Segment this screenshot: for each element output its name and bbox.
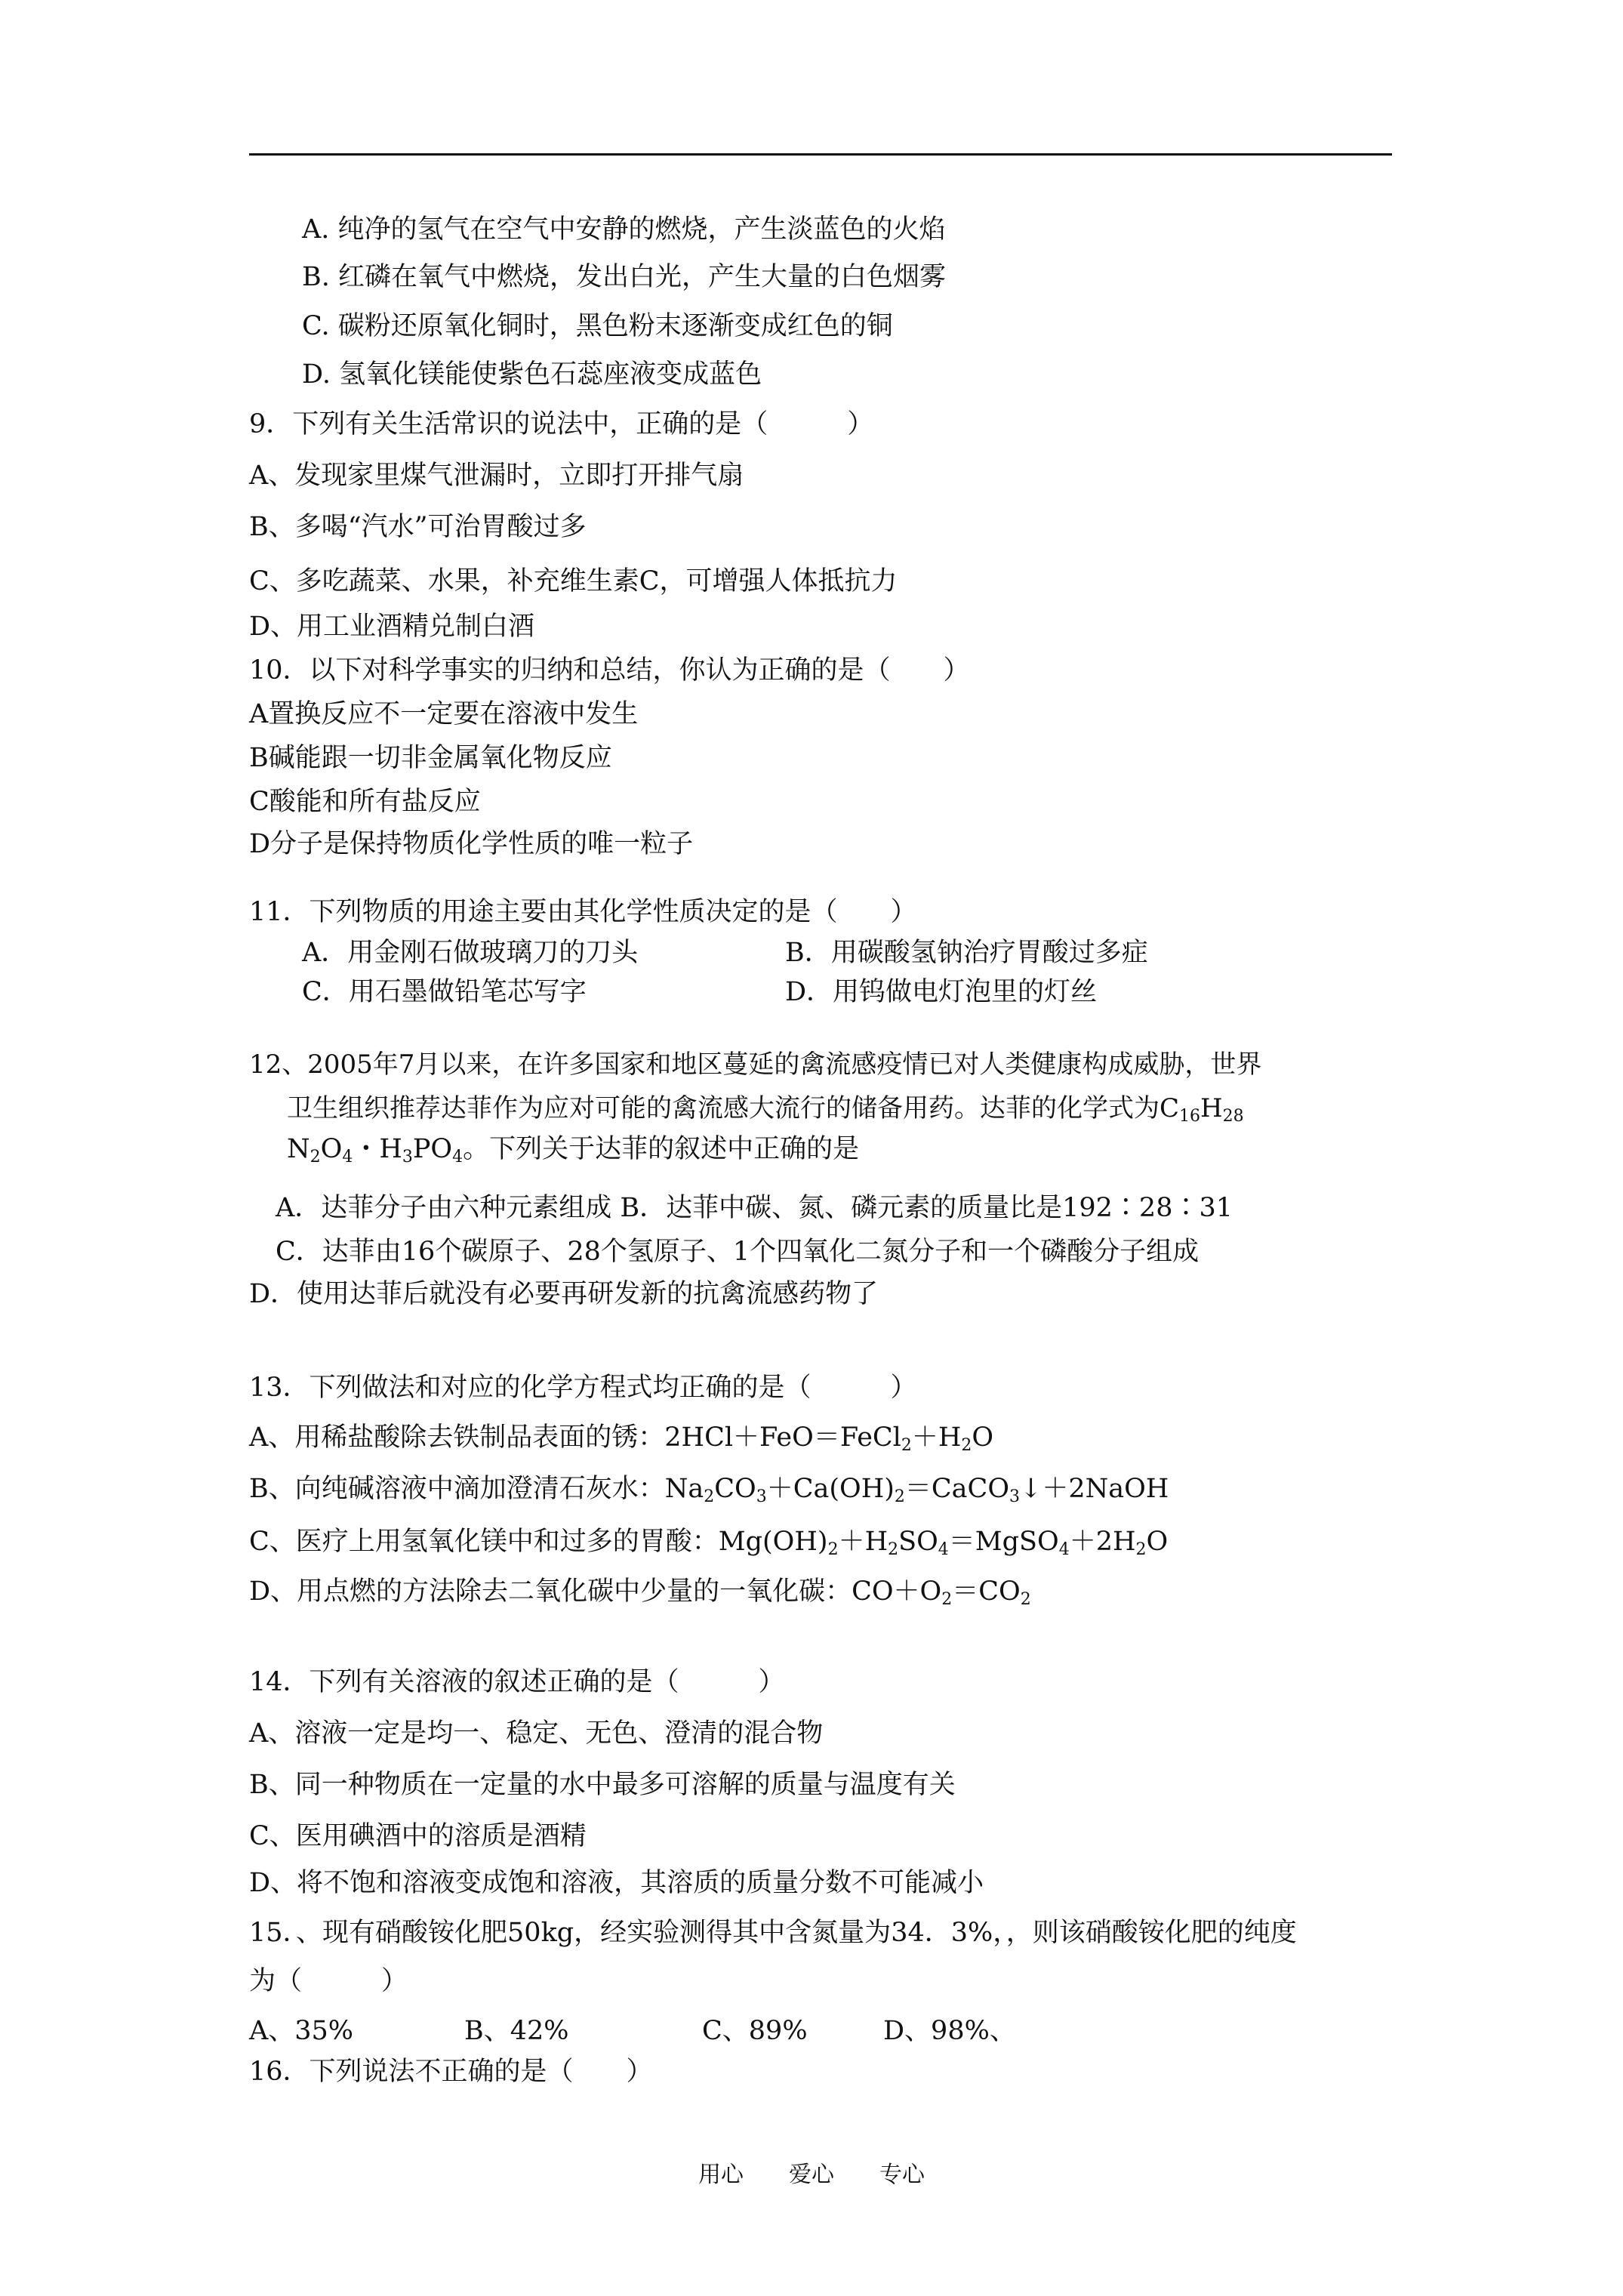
q9-option-a: A、发现家里煤气泄漏时，立即打开排气扇 [249, 461, 744, 491]
q8-option-b: B. 红磷在氧气中燃烧，发出白光，产生大量的白色烟雾 [302, 262, 946, 292]
q11-option-c: C．用石墨做铅笔芯写字 [302, 977, 587, 1007]
header-rule [249, 153, 1392, 156]
q16-stem: 16．下列说法不正确的是（ ） [249, 2057, 653, 2087]
q15-line1: 15．、现有硝酸铵化肥50kg，经实验测得其中含氮量为34．3%，，则该硝酸铵化肥的纯度 [249, 1918, 1297, 1948]
q14-option-a: A、溶液一定是均一、稳定、无色、澄清的混合物 [249, 1718, 824, 1749]
q12-line1: 12、2005年7月以来，在许多国家和地区蔓延的禽流感疫情已对人类健康构成威胁，世界 [249, 1049, 1262, 1080]
q13-option-d: D、用点燃的方法除去二氧化碳中少量的一氧化碳：$CO+O_2=CO_2$ [249, 1576, 1031, 1609]
q15-option-d: D、98%、 [883, 2016, 1016, 2046]
q15-option-b: B、42% [464, 2016, 569, 2046]
q13-option-b: B、向纯碱溶液中滴加澄清石灰水：$Na_2CO_3+Ca(OH)_2=CaCO_3↓+2NaOH$ [249, 1474, 1169, 1506]
q12-option-c: C．达菲由16个碳原子、28个氢原子、1个四氧化二氮分子和一个磷酸分子组成 [276, 1237, 1200, 1267]
q13-option-c: C、医疗上用氢氧化镁中和过多的胃酸：$Mg(OH)_2+H_2SO_4=MgSO_4+2H_2O$ [249, 1527, 1169, 1559]
q11-option-a: A．用金刚石做玻璃刀的刀头 [302, 938, 639, 968]
q10-option-a: A置换反应不一定要在溶液中发生 [249, 699, 639, 729]
page-footer: 用心 爱心 专心 [698, 2162, 925, 2188]
q15-option-c: C、89% [702, 2016, 808, 2046]
q14-option-c: C、医用碘酒中的溶质是酒精 [249, 1821, 587, 1851]
q8-option-d: D. 氢氧化镁能使紫色石蕊座液变成蓝色 [302, 359, 762, 390]
q12-line2: 卫生组织推荐达菲作为应对可能的禽流感大流行的储备用药。达菲的化学式为$C_{16}H_{28}$ [287, 1093, 1244, 1126]
q11-stem: 11．下列物质的用途主要由其化学性质决定的是（ ） [249, 897, 917, 927]
q15-option-a: A、35% [249, 2016, 354, 2046]
q14-stem: 14．下列有关溶液的叙述正确的是（ ） [249, 1667, 785, 1697]
q14-option-d: D、将不饱和溶液变成饱和溶液，其溶质的质量分数不可能减小 [249, 1868, 984, 1898]
q9-option-b: B、多喝“汽水”可治胃酸过多 [249, 512, 587, 542]
q10-option-c: C酸能和所有盐反应 [249, 787, 481, 817]
q13-stem: 13．下列做法和对应的化学方程式均正确的是（ ） [249, 1373, 917, 1403]
q10-option-b: B碱能跟一切非金属氧化物反应 [249, 743, 612, 773]
q8-option-a: A. 纯净的氢气在空气中安静的燃烧，产生淡蓝色的火焰 [302, 214, 946, 245]
q9-option-d: D、用工业酒精兑制白酒 [249, 612, 535, 642]
q12-option-ab: A．达菲分子由六种元素组成 B．达菲中碳、氮、磷元素的质量比是192∶28∶31 [276, 1193, 1233, 1223]
q14-option-b: B、同一种物质在一定量的水中最多可溶解的质量与温度有关 [249, 1770, 956, 1800]
q10-option-d: D分子是保持物质化学性质的唯一粒子 [249, 829, 694, 859]
q11-option-b: B．用碳酸氢钠治疗胃酸过多症 [785, 938, 1148, 968]
q12-option-d: D．使用达菲后就没有必要再研发新的抗禽流感药物了 [249, 1279, 879, 1309]
q10-stem: 10．以下对科学事实的归纳和总结，你认为正确的是（ ） [249, 655, 970, 686]
q11-option-d: D．用钨做电灯泡里的灯丝 [785, 977, 1098, 1007]
q15-line2: 为（ ） [249, 1966, 408, 1996]
q8-option-c: C. 碳粉还原氧化铜时，黑色粉末逐渐变成红色的铜 [302, 311, 893, 341]
q12-line3: $N_2O_4$・$H_3PO_4$。下列关于达菲的叙述中正确的是 [287, 1134, 860, 1166]
q13-option-a: A、用稀盐酸除去铁制品表面的锈：$2HCl+FeO=FeCl_2+H_2O$ [249, 1422, 994, 1455]
q9-option-c: C、多吃蔬菜、水果，补充维生素C，可增强人体抵抗力 [249, 566, 898, 596]
q9-stem: 9．下列有关生活常识的说法中，正确的是（ ） [249, 409, 874, 439]
